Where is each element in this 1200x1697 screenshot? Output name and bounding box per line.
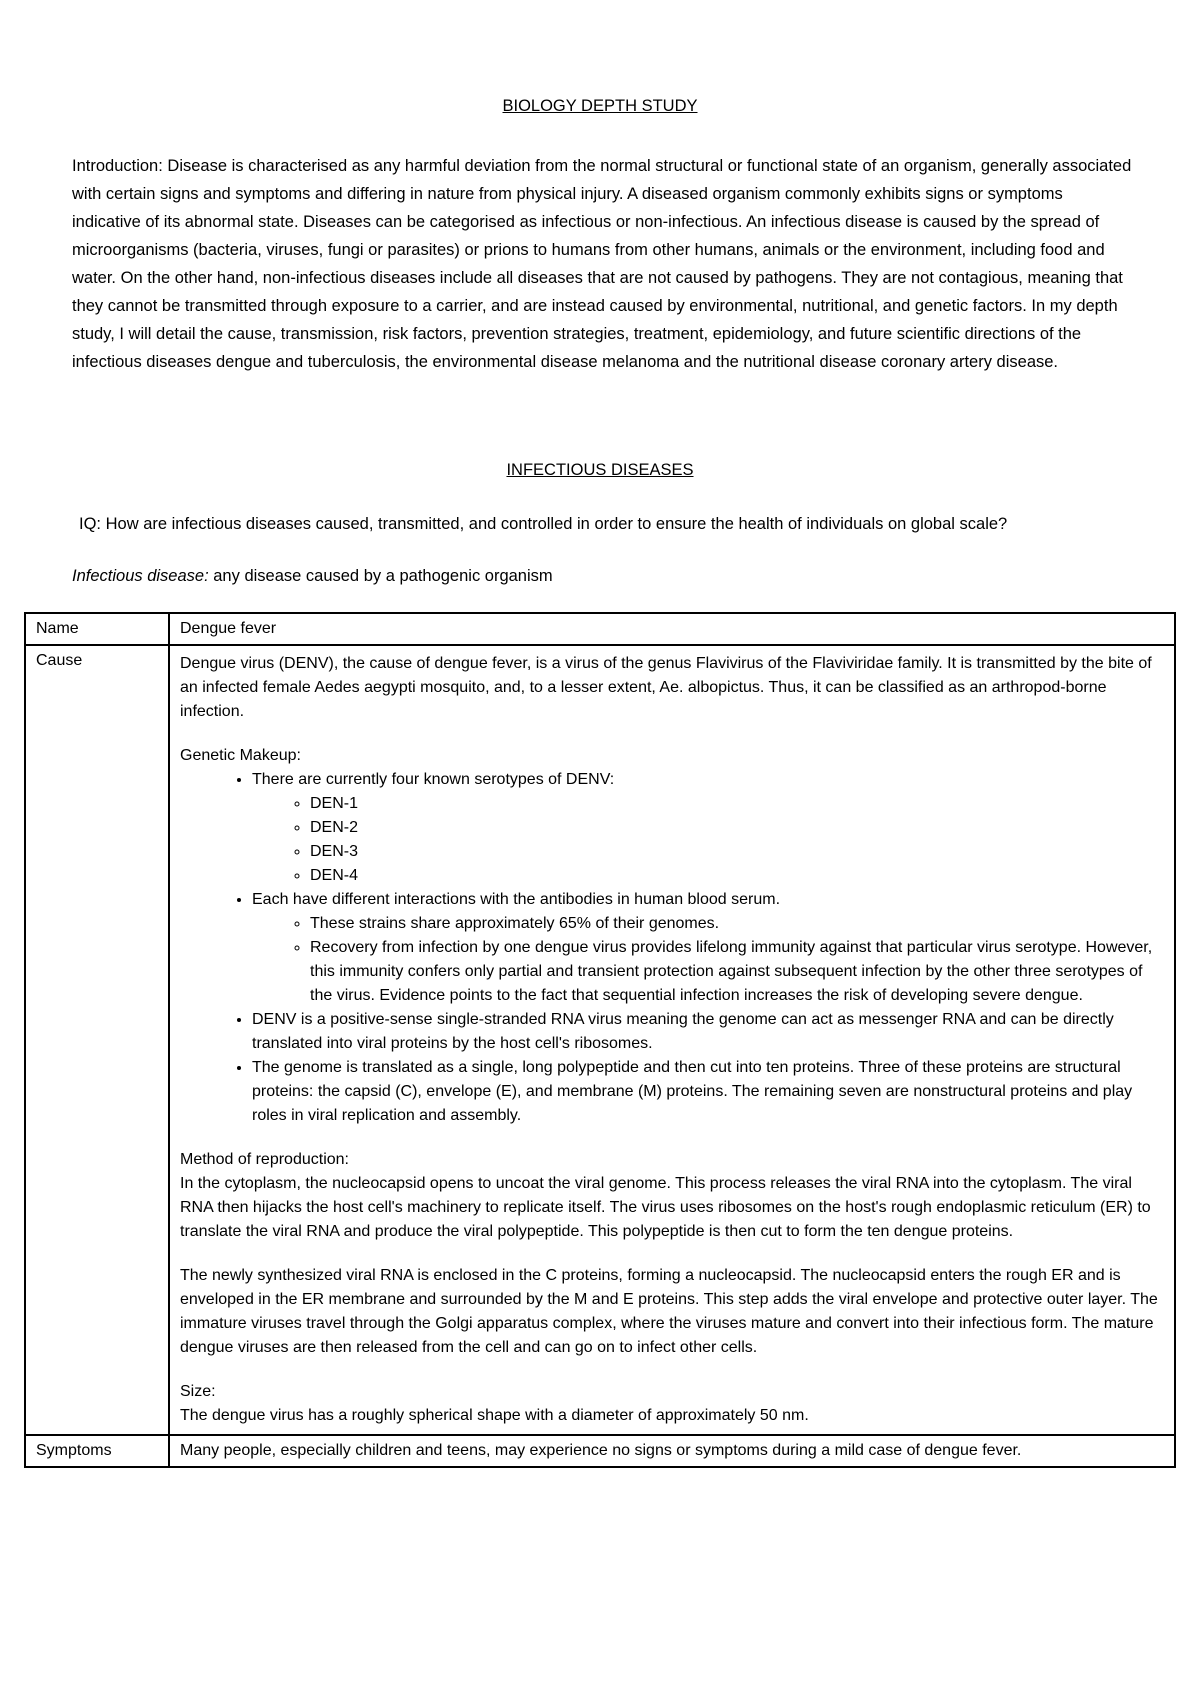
reproduction-paragraph-2: The newly synthesized viral RNA is enclosed in the C proteins, forming a nucleocapsid. The nucleocapsid enters the rough ER and is enveloped in the ER membrane and surrounded by the M and E proteins. This step adds the viral envelope and protective outer layer. The immature viruses travel through the Golgi apparatus complex, where the viruses mature and convert into their infectious form. The mature dengue viruses are then released from the cell and can go on to infect other cells.	[180, 1267, 1158, 1356]
definition-term: Infectious disease:	[72, 567, 209, 585]
introduction-label: Introduction:	[72, 157, 163, 175]
list-item: • DENV is a positive-sense single-stranded RNA virus meaning the genome can act as messenger RNA and can be directly translated into viral proteins by the host cell's ribosomes.	[252, 1008, 1164, 1056]
disease-table	[24, 612, 1176, 1468]
cause-label-cell: Cause	[25, 645, 169, 1435]
list-item: ◦ Recovery from infection by one dengue virus provides lifelong immunity against that particular virus serotype. However, this immunity confers only partial and transient protection against subsequent infection by the other three serotypes of the virus. Evidence points to the fact that sequential infection increases the risk of developing severe dengue.	[310, 936, 1164, 1008]
iq-text: How are infectious diseases caused, transmitted, and controlled in order to ensure the health of individuals on global scale?	[101, 515, 1008, 533]
table-row-cause	[25, 645, 1175, 1435]
size-heading: Size:	[180, 1383, 216, 1400]
list-item: ◦ DEN-4	[310, 864, 1164, 888]
introduction-paragraph	[72, 152, 1132, 376]
list-item: ◦ DEN-1	[310, 792, 1164, 816]
genetic-makeup-list	[180, 768, 1164, 1128]
definition-line	[72, 567, 553, 586]
serotype-list	[252, 792, 1164, 888]
antibody-sublist	[252, 912, 1164, 1008]
name-label-cell: Name	[25, 613, 169, 645]
document-title: BIOLOGY DEPTH STUDY	[502, 97, 698, 115]
introduction-text: Disease is characterised as any harmful deviation from the normal structural or functional state of an organism, generally associated with certain signs and symptoms and differing in nature from physical injury. A diseased organism commonly exhibits signs or symptoms indicative of its abnormal state. Diseases can be categorised as infectious or non-infectious. An infectious disease is caused by the spread of microorganisms (bacteria, viruses, fungi or parasites) or prions to humans from other humans, animals or the environment, including food and water. On the other hand, non-infectious diseases include all diseases that are not caused by pathogens. They are not contagious, meaning that they cannot be transmitted through exposure to a carrier, and are instead caused by environmental, nutritional, and genetic factors. In my depth study, I will detail the cause, transmission, risk factors, prevention strategies, treatment, epidemiology, and future scientific directions of the infectious diseases dengue and tuberculosis, the environmental disease melanoma and the nutritional disease coronary artery disease.	[72, 157, 1132, 371]
list-item: ◦ DEN-3	[310, 840, 1164, 864]
symptoms-value-cell: Many people, especially children and teens, may experience no signs or symptoms during a mild case of dengue fever.	[169, 1435, 1175, 1467]
list-item: • The genome is translated as a single, long polypeptide and then cut into ten proteins. Three of these proteins are structural proteins: the capsid (C), envelope (E), and membrane (M) proteins. The remaining seven are nonstructural proteins and play roles in viral replication and assembly.	[252, 1056, 1164, 1128]
list-item	[252, 888, 1164, 1008]
iq-label: IQ:	[79, 515, 102, 533]
reproduction-heading: Method of reproduction:	[180, 1151, 349, 1168]
symptoms-label-cell: Symptoms	[25, 1435, 169, 1467]
list-item: ◦ DEN-2	[310, 816, 1164, 840]
reproduction-paragraph-1: In the cytoplasm, the nucleocapsid opens to uncoat the viral genome. This process releases the viral RNA into the cytoplasm. The viral RNA then hijacks the host cell's machinery to replicate itself. The virus uses ribosomes on the host's rough endoplasmic reticulum (ER) to translate the viral RNA and produce the viral polypeptide. This polypeptide is then cut to form the ten dengue proteins.	[180, 1175, 1151, 1240]
inquiry-question	[79, 515, 1179, 534]
list-item	[252, 768, 1164, 888]
list-item: ◦ These strains share approximately 65% of their genomes.	[310, 912, 1164, 936]
table-row-name	[25, 613, 1175, 645]
genetic-makeup-heading: Genetic Makeup:	[180, 747, 301, 764]
paragraph-gap	[180, 1244, 1164, 1264]
name-value-cell: Dengue fever	[169, 613, 1175, 645]
definition-text: any disease caused by a pathogenic organism	[208, 567, 553, 585]
cause-intro: Dengue virus (DENV), the cause of dengue fever, is a virus of the genus Flavivirus of the Flaviviridae family. It is transmitted by the bite of an infected female Aedes aegypti mosquito, and, to a lesser extent, Ae. albopictus. Thus, it can be classified as an arthropod-borne infection.	[180, 655, 1152, 720]
bullet-antibodies: Each have different interactions with the antibodies in human blood serum.	[252, 891, 781, 908]
table-row-symptoms	[25, 1435, 1175, 1467]
section-title-infectious-diseases: INFECTIOUS DISEASES	[506, 461, 694, 479]
cause-content-cell	[169, 645, 1175, 1435]
bullet-serotypes: There are currently four known serotypes of DENV:	[252, 771, 615, 788]
size-text: The dengue virus has a roughly spherical shape with a diameter of approximately 50 nm.	[180, 1407, 809, 1424]
